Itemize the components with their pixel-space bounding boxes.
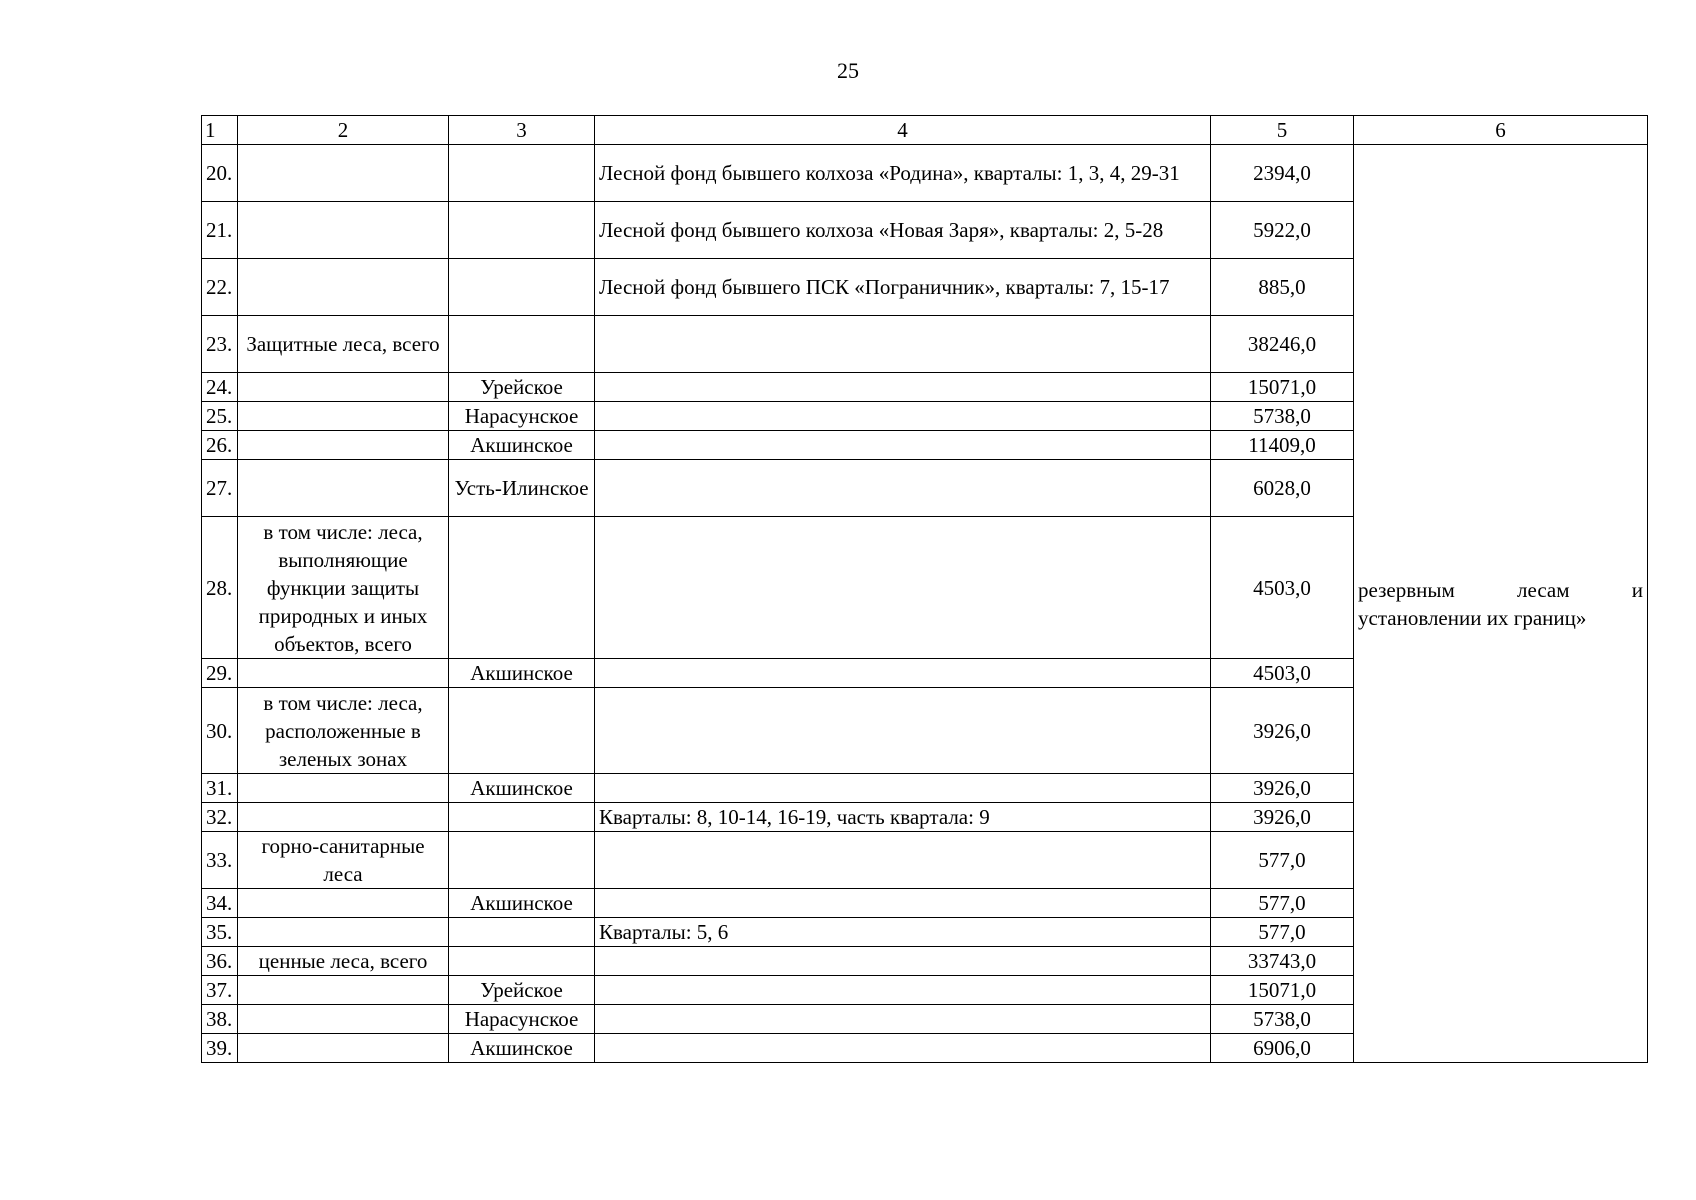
category-cell: [238, 202, 449, 259]
forestry-cell: Усть-Илинское: [449, 460, 595, 517]
row-number: 21.: [202, 202, 238, 259]
category-cell: горно-санитарные леса: [238, 832, 449, 889]
area-cell: 11409,0: [1211, 431, 1354, 460]
area-cell: 5738,0: [1211, 402, 1354, 431]
location-cell: Лесной фонд бывшего ПСК «Пограничник», кварталы: 7, 15-17: [595, 259, 1211, 316]
location-cell: [595, 460, 1211, 517]
forestry-cell: Акшинское: [449, 774, 595, 803]
location-cell: Кварталы: 8, 10-14, 16-19, часть квартала: 9: [595, 803, 1211, 832]
area-cell: 4503,0: [1211, 517, 1354, 659]
area-cell: 6906,0: [1211, 1034, 1354, 1063]
category-cell: [238, 1034, 449, 1063]
forestry-cell: Нарасунское: [449, 402, 595, 431]
area-cell: 885,0: [1211, 259, 1354, 316]
row-number: 33.: [202, 832, 238, 889]
area-cell: 15071,0: [1211, 976, 1354, 1005]
area-cell: 3926,0: [1211, 774, 1354, 803]
forestry-cell: Урейское: [449, 373, 595, 402]
forest-table: [201, 115, 1648, 1063]
forestry-cell: Акшинское: [449, 659, 595, 688]
area-cell: 5922,0: [1211, 202, 1354, 259]
area-cell: 3926,0: [1211, 688, 1354, 774]
row-number: 39.: [202, 1034, 238, 1063]
row-number: 27.: [202, 460, 238, 517]
row-number: 37.: [202, 976, 238, 1005]
forestry-cell: [449, 316, 595, 373]
table-header-row: [202, 116, 1648, 145]
category-cell: [238, 1005, 449, 1034]
location-cell: [595, 832, 1211, 889]
location-cell: [595, 402, 1211, 431]
category-cell: [238, 402, 449, 431]
location-cell: [595, 774, 1211, 803]
category-cell: ценные леса, всего: [238, 947, 449, 976]
forestry-cell: [449, 517, 595, 659]
location-cell: Кварталы: 5, 6: [595, 918, 1211, 947]
forestry-cell: [449, 259, 595, 316]
location-cell: [595, 517, 1211, 659]
area-cell: 577,0: [1211, 889, 1354, 918]
forestry-cell: [449, 145, 595, 202]
forestry-cell: Акшинское: [449, 889, 595, 918]
forestry-cell: [449, 202, 595, 259]
row-number: 24.: [202, 373, 238, 402]
category-cell: [238, 145, 449, 202]
category-cell: [238, 976, 449, 1005]
location-cell: [595, 889, 1211, 918]
area-cell: 577,0: [1211, 832, 1354, 889]
header-cell-1: 1: [202, 116, 238, 145]
location-cell: [595, 688, 1211, 774]
row-number: 22.: [202, 259, 238, 316]
row-number: 32.: [202, 803, 238, 832]
header-cell-4: 4: [595, 116, 1211, 145]
forestry-cell: Нарасунское: [449, 1005, 595, 1034]
area-cell: 38246,0: [1211, 316, 1354, 373]
area-cell: 5738,0: [1211, 1005, 1354, 1034]
forestry-cell: [449, 803, 595, 832]
row-number: 35.: [202, 918, 238, 947]
row-number: 20.: [202, 145, 238, 202]
category-cell: [238, 918, 449, 947]
location-cell: [595, 976, 1211, 1005]
location-cell: Лесной фонд бывшего колхоза «Родина», кварталы: 1, 3, 4, 29-31: [595, 145, 1211, 202]
forestry-cell: [449, 918, 595, 947]
location-cell: [595, 947, 1211, 976]
header-cell-6: 6: [1354, 116, 1648, 145]
category-cell: [238, 373, 449, 402]
note-cell: резервным лесам и установлении их границ»: [1354, 145, 1648, 1063]
location-cell: [595, 659, 1211, 688]
header-cell-3: 3: [449, 116, 595, 145]
row-number: 36.: [202, 947, 238, 976]
forestry-cell: Акшинское: [449, 431, 595, 460]
row-number: 38.: [202, 1005, 238, 1034]
table-row: [202, 145, 1648, 202]
row-number: 29.: [202, 659, 238, 688]
area-cell: 577,0: [1211, 918, 1354, 947]
location-cell: [595, 373, 1211, 402]
forestry-cell: [449, 947, 595, 976]
area-cell: 6028,0: [1211, 460, 1354, 517]
category-cell: [238, 774, 449, 803]
location-cell: [595, 316, 1211, 373]
category-cell: [238, 803, 449, 832]
category-cell: в том числе: леса, расположенные в зеленых зонах: [238, 688, 449, 774]
row-number: 34.: [202, 889, 238, 918]
row-number: 31.: [202, 774, 238, 803]
location-cell: [595, 1005, 1211, 1034]
forestry-cell: [449, 832, 595, 889]
row-number: 25.: [202, 402, 238, 431]
location-cell: Лесной фонд бывшего колхоза «Новая Заря», кварталы: 2, 5-28: [595, 202, 1211, 259]
area-cell: 2394,0: [1211, 145, 1354, 202]
area-cell: 3926,0: [1211, 803, 1354, 832]
category-cell: в том числе: леса, выполняющие функции защиты природных и иных объектов, всего: [238, 517, 449, 659]
header-cell-2: 2: [238, 116, 449, 145]
location-cell: [595, 431, 1211, 460]
area-cell: 15071,0: [1211, 373, 1354, 402]
area-cell: 33743,0: [1211, 947, 1354, 976]
category-cell: [238, 659, 449, 688]
row-number: 23.: [202, 316, 238, 373]
area-cell: 4503,0: [1211, 659, 1354, 688]
location-cell: [595, 1034, 1211, 1063]
category-cell: Защитные леса, всего: [238, 316, 449, 373]
category-cell: [238, 889, 449, 918]
forestry-cell: [449, 688, 595, 774]
category-cell: [238, 259, 449, 316]
row-number: 28.: [202, 517, 238, 659]
header-cell-5: 5: [1211, 116, 1354, 145]
forestry-cell: Урейское: [449, 976, 595, 1005]
row-number: 26.: [202, 431, 238, 460]
row-number: 30.: [202, 688, 238, 774]
category-cell: [238, 431, 449, 460]
page-number: 25: [837, 58, 859, 83]
category-cell: [238, 460, 449, 517]
forestry-cell: Акшинское: [449, 1034, 595, 1063]
